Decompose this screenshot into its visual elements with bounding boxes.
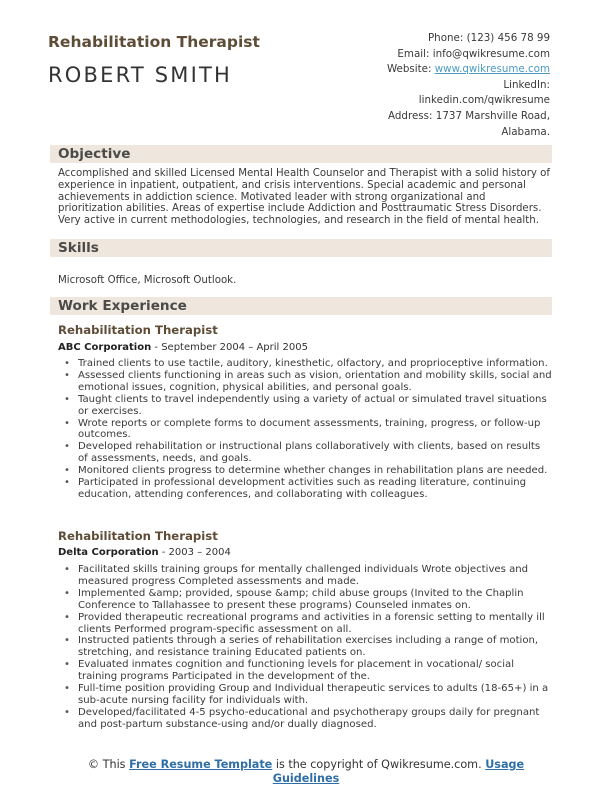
contact-website — [290, 62, 550, 78]
list-item: • Trained clients to use tactile, auditory, kinesthetic, olfactory, and proprioceptive information. — [62, 358, 552, 370]
contact-address — [290, 109, 550, 125]
skills-heading: Skills — [58, 240, 99, 256]
list-item: • Provided therapeutic recreational programs and activities in a forensic setting to mentally ill clients Performed program-specific assessment on all. — [62, 612, 552, 636]
address-label: Address: — [388, 109, 433, 122]
job-1-bullets — [62, 358, 552, 501]
job-title: Rehabilitation Therapist — [48, 33, 260, 51]
job-2-bullets — [62, 564, 552, 731]
job-2-company: Delta Corporation — [58, 547, 159, 558]
list-item: • Developed/facilitated 4-5 psycho-educational and psychotherapy groups daily for pregnant and post-partum substance-using and/or dually diagnosed. — [62, 707, 552, 731]
guidelines-link[interactable]: Guidelines — [272, 771, 340, 785]
contact-email — [290, 47, 550, 63]
list-item: • Monitored clients progress to determine whether changes in rehabilitation plans are needed. — [62, 465, 552, 477]
free-resume-template-link[interactable]: Free Resume Template — [129, 758, 273, 771]
contact-linkedin-label: LinkedIn: — [503, 78, 550, 91]
job-2-company-line — [58, 547, 231, 558]
list-item: • Full-time position providing Group and Individual therapeutic services to adults (18-65+) in a sub-acute nursing facility for individuals with. — [62, 683, 552, 707]
job-1-company-line — [58, 342, 308, 353]
list-item: • Taught clients to travel independently using a variety of actual or simulated travel situations or exercises. — [62, 394, 552, 418]
skills-text: Microsoft Office, Microsoft Outlook. — [58, 275, 237, 286]
job-1-company: ABC Corporation — [58, 342, 152, 353]
usage-link[interactable]: Usage — [485, 758, 525, 771]
contact-phone — [290, 31, 550, 47]
objective-text: Accomplished and skilled Licensed Mental Health Counselor and Therapist with a solid history of experience in inpatient, outpatient, and crisis interventions. Special academic and personal achievements in addiction science. Motivated leader with strong organizational and prioritization abilities. Areas of expertise include Addiction and Posttraumatic Stress Disorders. Very active in current methodologies, technologies, and research in the field of mental health. — [58, 168, 550, 227]
footer-prefix: © This — [87, 758, 130, 771]
email-value: info@qwikresume.com — [432, 47, 550, 60]
contact-block — [290, 31, 550, 140]
website-label: Website: — [386, 63, 432, 76]
job-1-title: Rehabilitation Therapist — [58, 323, 218, 337]
address-line1: 1737 Marshville Road, — [435, 109, 550, 122]
list-item: • Assessed clients functioning in areas such as vision, orientation and mobility skills, social and emotional issues, cognition, physical abilities, and personal goals. — [62, 370, 552, 394]
footer-middle: is the copyright of Qwikresume.com. — [272, 758, 486, 771]
footer — [50, 758, 562, 785]
work-heading: Work Experience — [58, 298, 187, 314]
email-label: Email: — [397, 47, 430, 60]
candidate-name: ROBERT SMITH — [48, 63, 233, 87]
objective-section-header — [50, 145, 552, 163]
list-item: • Facilitated skills training groups for mentally challenged individuals Wrote objectives and measured progress Completed assessments and made. — [62, 564, 552, 588]
address-line2: Alabama. — [501, 125, 550, 138]
job-1-dates: - September 2004 – April 2005 — [151, 342, 308, 353]
list-item: • Instructed patients through a series of rehabilitation exercises including a range of motion, stretching, and resistance training Educated patients on. — [62, 635, 552, 659]
list-item: • Wrote reports or complete forms to document assessments, training, progress, or follow-up outcomes. — [62, 418, 552, 442]
work-section-header — [50, 297, 552, 315]
website-link[interactable]: www.qwikresume.com — [434, 63, 550, 76]
job-2-title: Rehabilitation Therapist — [58, 529, 218, 543]
contact-linkedin-value: linkedin.com/qwikresume — [418, 94, 550, 107]
list-item: • Developed rehabilitation or instructional plans collaboratively with clients, based on results of assessments, needs, and goals. — [62, 441, 552, 465]
phone-value: (123) 456 78 99 — [466, 32, 550, 44]
job-2-dates: - 2003 – 2004 — [158, 547, 231, 558]
skills-section-header — [50, 239, 552, 257]
list-item: • Participated in professional development activities such as reading literature, continuing education, attending conferences, and collaborating with colleagues. — [62, 477, 552, 501]
phone-label: Phone: — [427, 32, 464, 44]
list-item: • Implemented &amp; provided, spouse &amp; child abuse groups (Invited to the Chaplin Conference to Tallahassee to present these programs) Counseled inmates on. — [62, 588, 552, 612]
list-item: • Evaluated inmates cognition and functioning levels for placement in vocational/ social training programs Participated in the development of the. — [62, 659, 552, 683]
objective-heading: Objective — [58, 146, 131, 162]
